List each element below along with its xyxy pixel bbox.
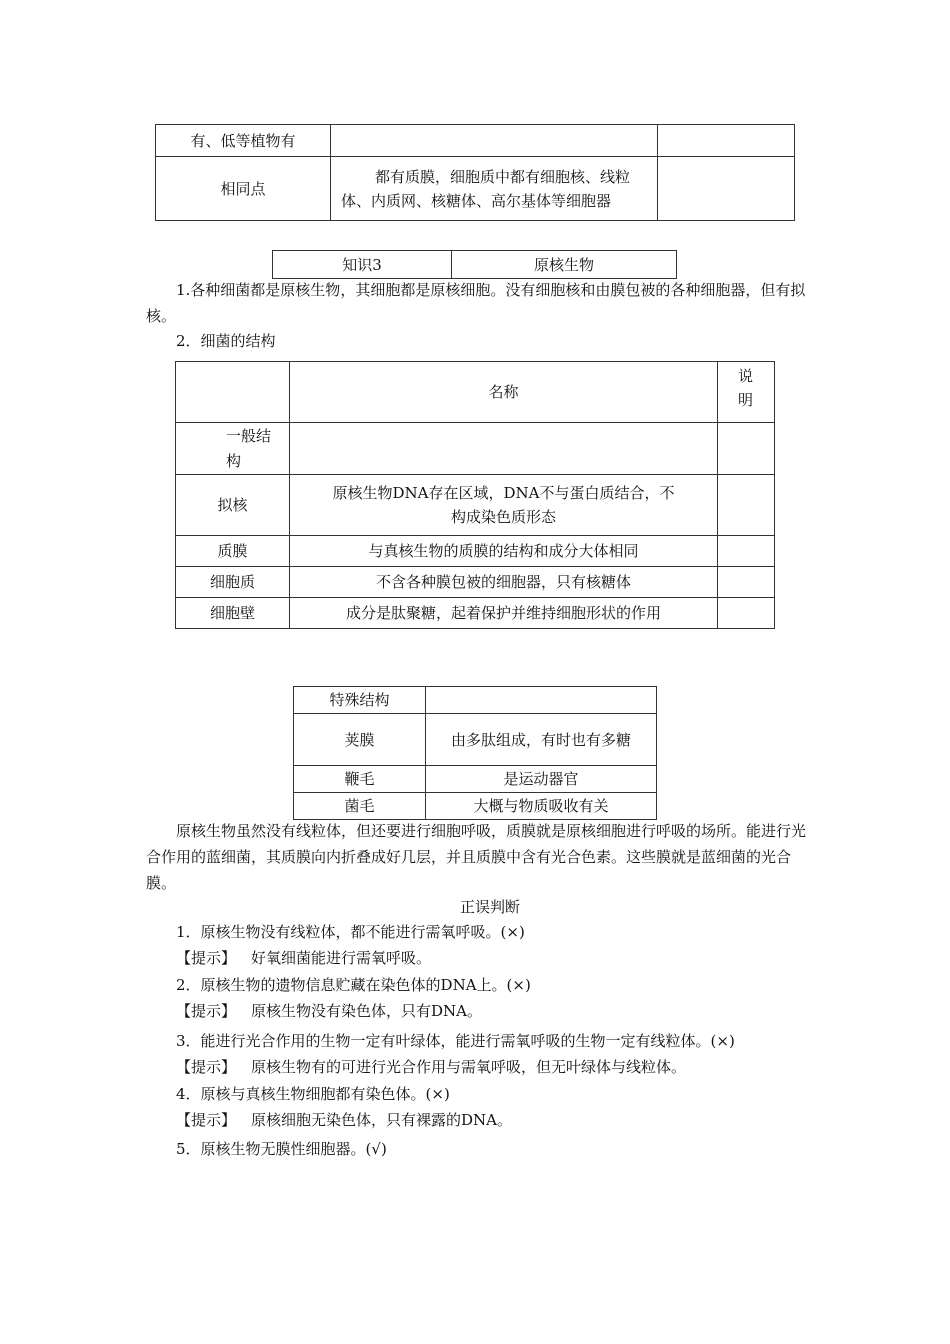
row-desc: 与真核生物的质膜的结构和成分大体相同 bbox=[290, 536, 718, 567]
table-cell bbox=[331, 125, 658, 157]
row-name: 细胞质 bbox=[176, 567, 290, 598]
table-cell bbox=[658, 125, 795, 157]
row-name: 鞭毛 bbox=[294, 766, 426, 793]
judgment-question-2: 2．原核生物的遗物信息贮藏在染色体的DNA上。(×) bbox=[176, 976, 531, 994]
table-cell: 都有质膜，细胞质中都有细胞核、线粒体、内质网、核糖体、高尔基体等细胞器 bbox=[331, 157, 658, 221]
special-structure-table bbox=[293, 686, 657, 820]
row-name: 细胞壁 bbox=[176, 598, 290, 629]
judgment-hint-1: 【提示】 好氧细菌能进行需氧呼吸。 bbox=[176, 949, 432, 967]
table-row bbox=[176, 567, 775, 598]
judgment-title: 正误判断 bbox=[460, 898, 521, 916]
header-desc-label: 说明 bbox=[738, 367, 764, 409]
paragraph-1: 1.各种细菌都是原核生物，其细胞都是原核细胞。没有细胞核和由膜包被的各种细胞器，但有拟核。 bbox=[146, 281, 806, 325]
knowledge-title: 原核生物 bbox=[452, 251, 677, 279]
table-header-row bbox=[176, 362, 775, 423]
row-name: 荚膜 bbox=[294, 714, 426, 766]
table-cell: 相同点 bbox=[156, 157, 331, 221]
judgment-question-5: 5．原核生物无膜性细胞器。(√) bbox=[176, 1140, 387, 1158]
row-desc: 不含各种膜包被的细胞器，只有核糖体 bbox=[290, 567, 718, 598]
table-row bbox=[294, 766, 657, 793]
table-cell bbox=[658, 157, 795, 221]
judgment-question-1: 1．原核生物没有线粒体，都不能进行需氧呼吸。(×) bbox=[176, 923, 525, 941]
row-desc: 由多肽组成，有时也有多糖 bbox=[426, 714, 657, 766]
table-row bbox=[176, 475, 775, 536]
row-desc bbox=[426, 687, 657, 714]
row-name: 一般结构 bbox=[176, 423, 290, 475]
table-row bbox=[294, 793, 657, 820]
judgment-question-4: 4．原核与真核生物细胞都有染色体。(×) bbox=[176, 1085, 450, 1103]
judgment-hint-3: 【提示】 原核生物有的可进行光合作用与需氧呼吸，但无叶绿体与线粒体。 bbox=[176, 1058, 687, 1076]
judgment-hint-4: 【提示】 原核细胞无染色体，只有裸露的DNA。 bbox=[176, 1111, 513, 1129]
row-name: 拟核 bbox=[176, 475, 290, 536]
row-name: 质膜 bbox=[176, 536, 290, 567]
knowledge-header bbox=[272, 250, 677, 279]
row-desc bbox=[290, 423, 718, 475]
row-name: 菌毛 bbox=[294, 793, 426, 820]
table-row bbox=[294, 714, 657, 766]
table-row bbox=[156, 125, 795, 157]
section-heading: 2．细菌的结构 bbox=[176, 332, 276, 350]
table-row bbox=[294, 687, 657, 714]
paragraph-2: 原核生物虽然没有线粒体，但还要进行细胞呼吸，质膜就是原核细胞进行呼吸的场所。能进行光合作用的蓝细菌，其质膜向内折叠成好几层，并且质膜中含有光合色素。这些膜就是蓝细菌的光合膜。 bbox=[146, 822, 807, 892]
table-row bbox=[176, 536, 775, 567]
judgment-hint-2: 【提示】 原核生物没有染色体，只有DNA。 bbox=[176, 1002, 483, 1020]
row-desc: 大概与物质吸收有关 bbox=[426, 793, 657, 820]
judgment-question-3: 3．能进行光合作用的生物一定有叶绿体，能进行需氧呼吸的生物一定有线粒体。(×) bbox=[176, 1032, 735, 1050]
table-row bbox=[176, 598, 775, 629]
table-cell: 有、低等植物有 bbox=[156, 125, 331, 157]
row-name: 特殊结构 bbox=[294, 687, 426, 714]
row-desc: 原核生物DNA存在区域，DNA不与蛋白质结合，不构成染色质形态 bbox=[290, 475, 718, 536]
header-desc bbox=[718, 362, 775, 423]
bacteria-structure-table bbox=[175, 361, 775, 629]
table-row bbox=[176, 423, 775, 475]
header-name: 名称 bbox=[290, 362, 718, 423]
comparison-table bbox=[155, 124, 795, 221]
table-row bbox=[156, 157, 795, 221]
row-desc: 是运动器官 bbox=[426, 766, 657, 793]
row-desc: 成分是肽聚糖，起着保护并维持细胞形状的作用 bbox=[290, 598, 718, 629]
knowledge-label: 知识3 bbox=[273, 251, 452, 279]
